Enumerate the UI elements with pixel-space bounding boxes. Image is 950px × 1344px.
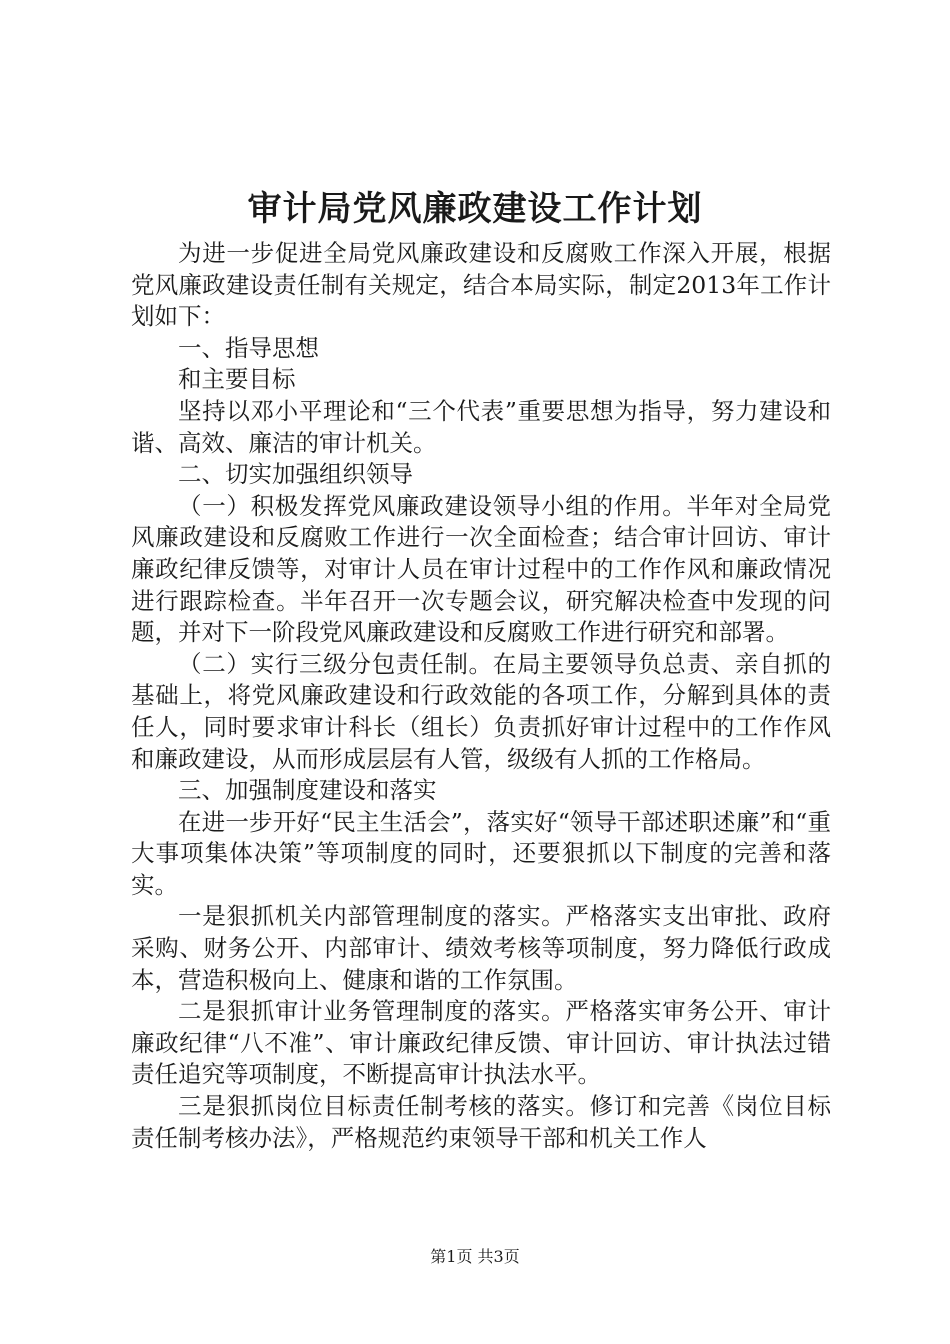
document-title: 审计局党风廉政建设工作计划: [247, 189, 703, 229]
heading-section-1: 一、指导思想: [178, 333, 319, 362]
paragraph-3-1: 一是狠抓机关内部管理制度的落实。严格落实支出审批、政府采购、财务公开、内部审计、绩效考核等项制度，努力降低行政成本，营造积极向上、健康和谐的工作氛围。: [131, 902, 831, 994]
paragraph-3-2: 二是狠抓审计业务管理制度的落实。严格落实审务公开、审计廉政纪律“八不准”、审计廉政纪律反馈、审计回访、审计执法过错责任追究等项制度，不断提高审计执法水平。: [131, 997, 831, 1089]
paragraph-3-3: 三是狠抓岗位目标责任制考核的落实。修订和完善《岗位目标责任制考核办法》，严格规范约束领导干部和机关工作人: [131, 1092, 831, 1152]
heading-section-3: 三、加强制度建设和落实: [178, 776, 437, 805]
paragraph-guiding: 坚持以邓小平理论和“三个代表”重要思想为指导，努力建设和谐、高效、廉洁的审计机关。: [131, 396, 831, 457]
paragraph-2-2: （二）实行三级分包责任制。在局主要领导负总责、亲自抓的基础上，将党风廉政建设和行政效能的各项工作，分解到具体的责任人，同时要求审计科长（组长）负责抓好审计过程中的工作作风和廉政建设，从而形成层层有人管，级级有人抓的工作格局。: [131, 649, 831, 773]
heading-section-2: 二、切实加强组织领导: [178, 460, 413, 489]
paragraph-intro: 为进一步促进全局党风廉政建设和反腐败工作深入开展，根据党风廉政建设责任制有关规定，结合本局实际，制定2013年工作计划如下：: [131, 239, 831, 331]
document-body: [131, 238, 831, 1154]
paragraph-2-1: （一）积极发挥党风廉政建设领导小组的作用。半年对全局党风廉政建设和反腐败工作进行一次全面检查；结合审计回访、审计廉政纪律反馈等，对审计人员在审计过程中的工作作风和廉政情况进行跟踪检查。半年召开一次专题会议，研究解决检查中发现的问题，并对下一阶段党风廉政建设和反腐败工作进行研究和部署。: [131, 491, 831, 647]
paragraph-3-intro: 在进一步开好“民主生活会”，落实好“领导干部述职述廉”和“重大事项集体决策”等项制度的同时，还要狠抓以下制度的完善和落实。: [131, 807, 831, 899]
heading-section-1-cont: 和主要目标: [178, 365, 296, 394]
page-number: 第1页 共3页: [430, 1247, 520, 1266]
